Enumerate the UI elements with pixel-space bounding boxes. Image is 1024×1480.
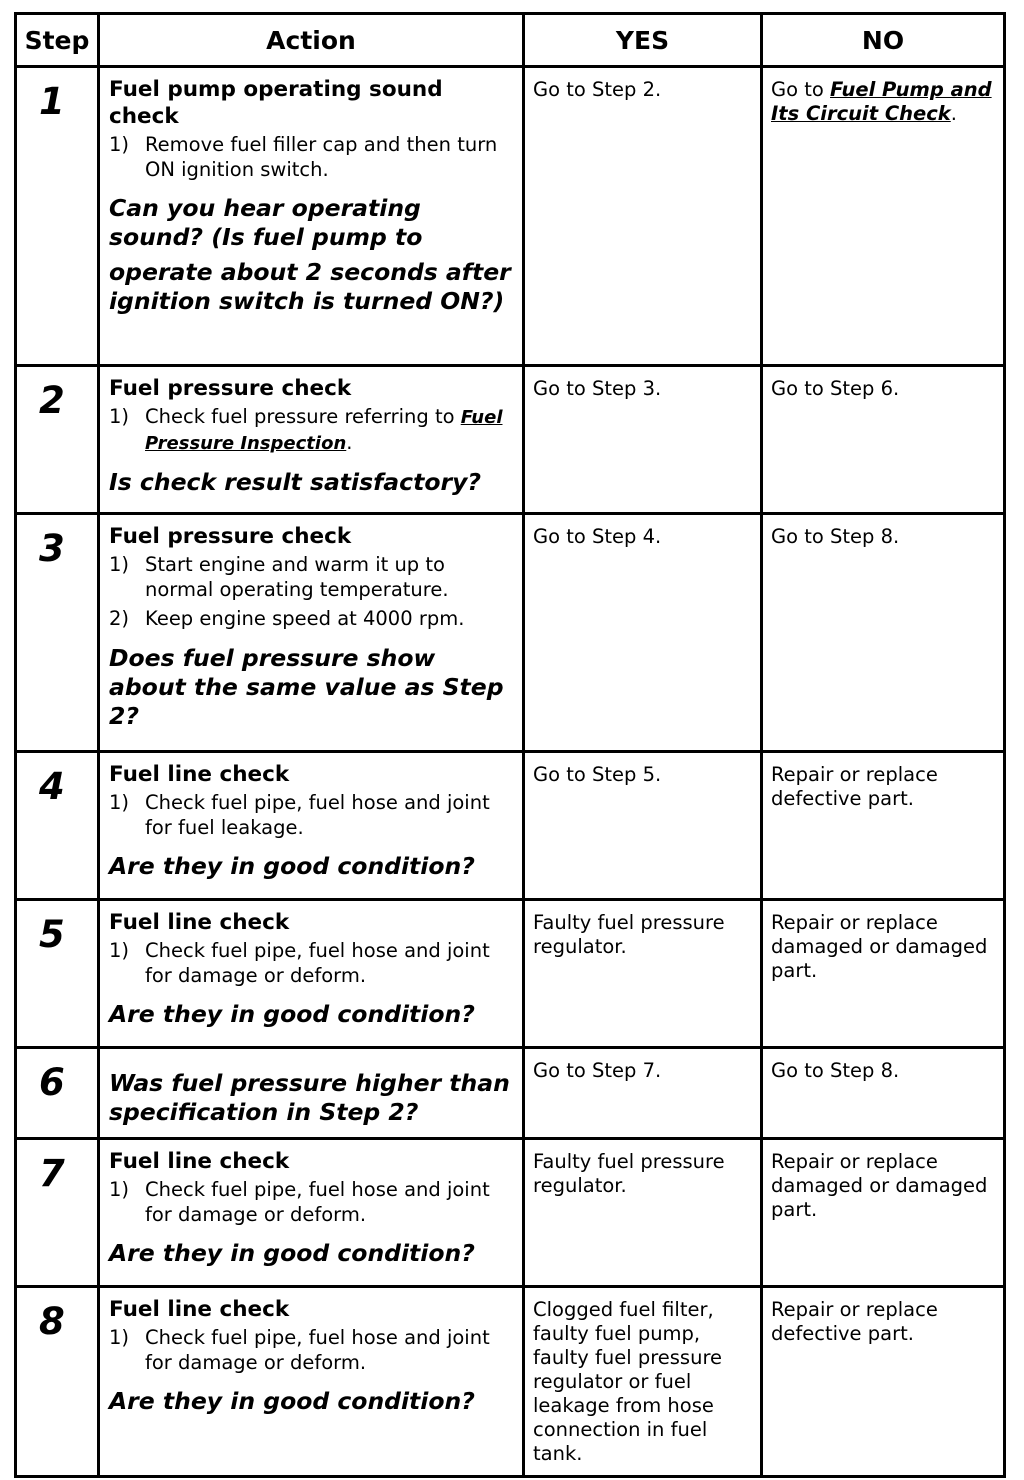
substep-number: 1) (109, 405, 130, 428)
substep-text: Check fuel pipe, fuel hose and joint for damage or deform. (145, 939, 490, 987)
substep (109, 405, 512, 456)
substep-number: 1) (109, 1326, 130, 1349)
action-cell (99, 1287, 524, 1477)
substep (109, 1178, 512, 1227)
substep-number: 2) (109, 607, 130, 630)
yes-cell: Faulty fuel pressure regulator. (524, 900, 762, 1048)
substep (109, 607, 512, 632)
no-prefix: Go to (771, 78, 831, 101)
no-cell: Repair or replace damaged or damaged part. (762, 900, 1005, 1048)
action-title: Fuel line check (109, 1297, 290, 1322)
yes-cell: Go to Step 2. (524, 67, 762, 366)
yes-cell: Go to Step 3. (524, 366, 762, 514)
substep-text: Remove fuel filler cap and then turn ON ignition switch. (145, 133, 498, 181)
yes-cell: Go to Step 4. (524, 514, 762, 752)
action-title: Fuel line check (109, 1149, 290, 1174)
substep (109, 791, 512, 840)
question (109, 194, 512, 316)
substep-number: 1) (109, 791, 130, 814)
substep-text: Start engine and warm it up to normal operating temperature. (145, 553, 449, 601)
no-cell: Repair or replace defective part. (762, 752, 1005, 900)
substep-list (109, 133, 512, 182)
substep-text: Check fuel pipe, fuel hose and joint for damage or deform. (145, 1326, 490, 1374)
table-row (16, 514, 1005, 752)
substep-suffix: . (346, 430, 353, 454)
substep-text: Check fuel pipe, fuel hose and joint for damage or deform. (145, 1178, 490, 1226)
no-cell: Go to Step 8. (762, 1048, 1005, 1139)
table-row (16, 1048, 1005, 1139)
substep-list (109, 791, 512, 840)
action-cell (99, 900, 524, 1048)
table-row (16, 67, 1005, 366)
action-cell (99, 1048, 524, 1139)
substep-list (109, 1178, 512, 1227)
step-number: 5 (16, 900, 99, 1048)
substep-list (109, 1326, 512, 1375)
step-number: 6 (16, 1048, 99, 1139)
step-number: 8 (16, 1287, 99, 1477)
substep-number: 1) (109, 939, 130, 962)
fuel-pump-circuit-check-link[interactable]: Fuel Pump and Its Circuit Check (771, 78, 992, 125)
question: Does fuel pressure show about the same value as Step 2? (109, 643, 504, 730)
no-cell: Go to Step 6. (762, 366, 1005, 514)
question: Are they in good condition? (109, 1239, 475, 1267)
yes-cell: Go to Step 7. (524, 1048, 762, 1139)
step-number: 7 (16, 1139, 99, 1287)
action-cell (99, 67, 524, 366)
header-row (16, 14, 1005, 67)
no-cell (762, 67, 1005, 366)
header-action: Action (99, 14, 524, 67)
action-cell (99, 1139, 524, 1287)
no-cell: Go to Step 8. (762, 514, 1005, 752)
action-cell (99, 366, 524, 514)
action-cell (99, 752, 524, 900)
substep (109, 1326, 512, 1375)
table-row (16, 900, 1005, 1048)
substep-number: 1) (109, 553, 130, 576)
step-number: 1 (16, 67, 99, 366)
table-row (16, 1139, 1005, 1287)
header-step: Step (16, 14, 99, 67)
action-title: Fuel pressure check (109, 376, 352, 401)
fuel-pressure-inspection-link[interactable]: Fuel Pressure Inspection (145, 407, 503, 454)
substep-number: 1) (109, 133, 130, 156)
table-row (16, 366, 1005, 514)
question: Is check result satisfactory? (109, 468, 482, 496)
action-title: Fuel pump operating sound check (109, 77, 443, 129)
question: Are they in good condition? (109, 1387, 475, 1415)
substep-text: Check fuel pressure referring to (145, 405, 461, 428)
no-cell: Repair or replace defective part. (762, 1287, 1005, 1477)
substep-text: Check fuel pipe, fuel hose and joint for fuel leakage. (145, 791, 490, 839)
action-title: Fuel line check (109, 762, 290, 787)
substep-list (109, 405, 512, 456)
question-part-b: operate about 2 seconds after ignition switch is turned ON?) (109, 258, 511, 315)
question-part-a: Can you hear operating sound? (Is fuel pump to (109, 194, 423, 251)
action-title: Fuel line check (109, 910, 290, 935)
question: Are they in good condition? (109, 1000, 475, 1028)
step-number: 4 (16, 752, 99, 900)
substep-text: Keep engine speed at 4000 rpm. (145, 607, 465, 630)
step-number: 2 (16, 366, 99, 514)
table-row (16, 1287, 1005, 1477)
substep-number: 1) (109, 1178, 130, 1201)
yes-cell: Clogged fuel filter, faulty fuel pump, faulty fuel pressure regulator or fuel leakage from hose connection in fuel tank. (524, 1287, 762, 1477)
yes-cell: Go to Step 5. (524, 752, 762, 900)
substep-list (109, 939, 512, 988)
no-cell: Repair or replace damaged or damaged part. (762, 1139, 1005, 1287)
question: Are they in good condition? (109, 852, 475, 880)
no-suffix: . (950, 102, 957, 125)
substep (109, 939, 512, 988)
header-no: NO (762, 14, 1005, 67)
yes-cell: Faulty fuel pressure regulator. (524, 1139, 762, 1287)
action-title: Fuel pressure check (109, 524, 352, 549)
substep (109, 133, 512, 182)
diagnostic-table (14, 12, 1006, 1478)
table-row (16, 752, 1005, 900)
substep (109, 553, 512, 602)
header-yes: YES (524, 14, 762, 67)
substep-list (109, 553, 512, 632)
question: Was fuel pressure higher than specification in Step 2? (109, 1069, 510, 1126)
action-cell (99, 514, 524, 752)
step-number: 3 (16, 514, 99, 752)
